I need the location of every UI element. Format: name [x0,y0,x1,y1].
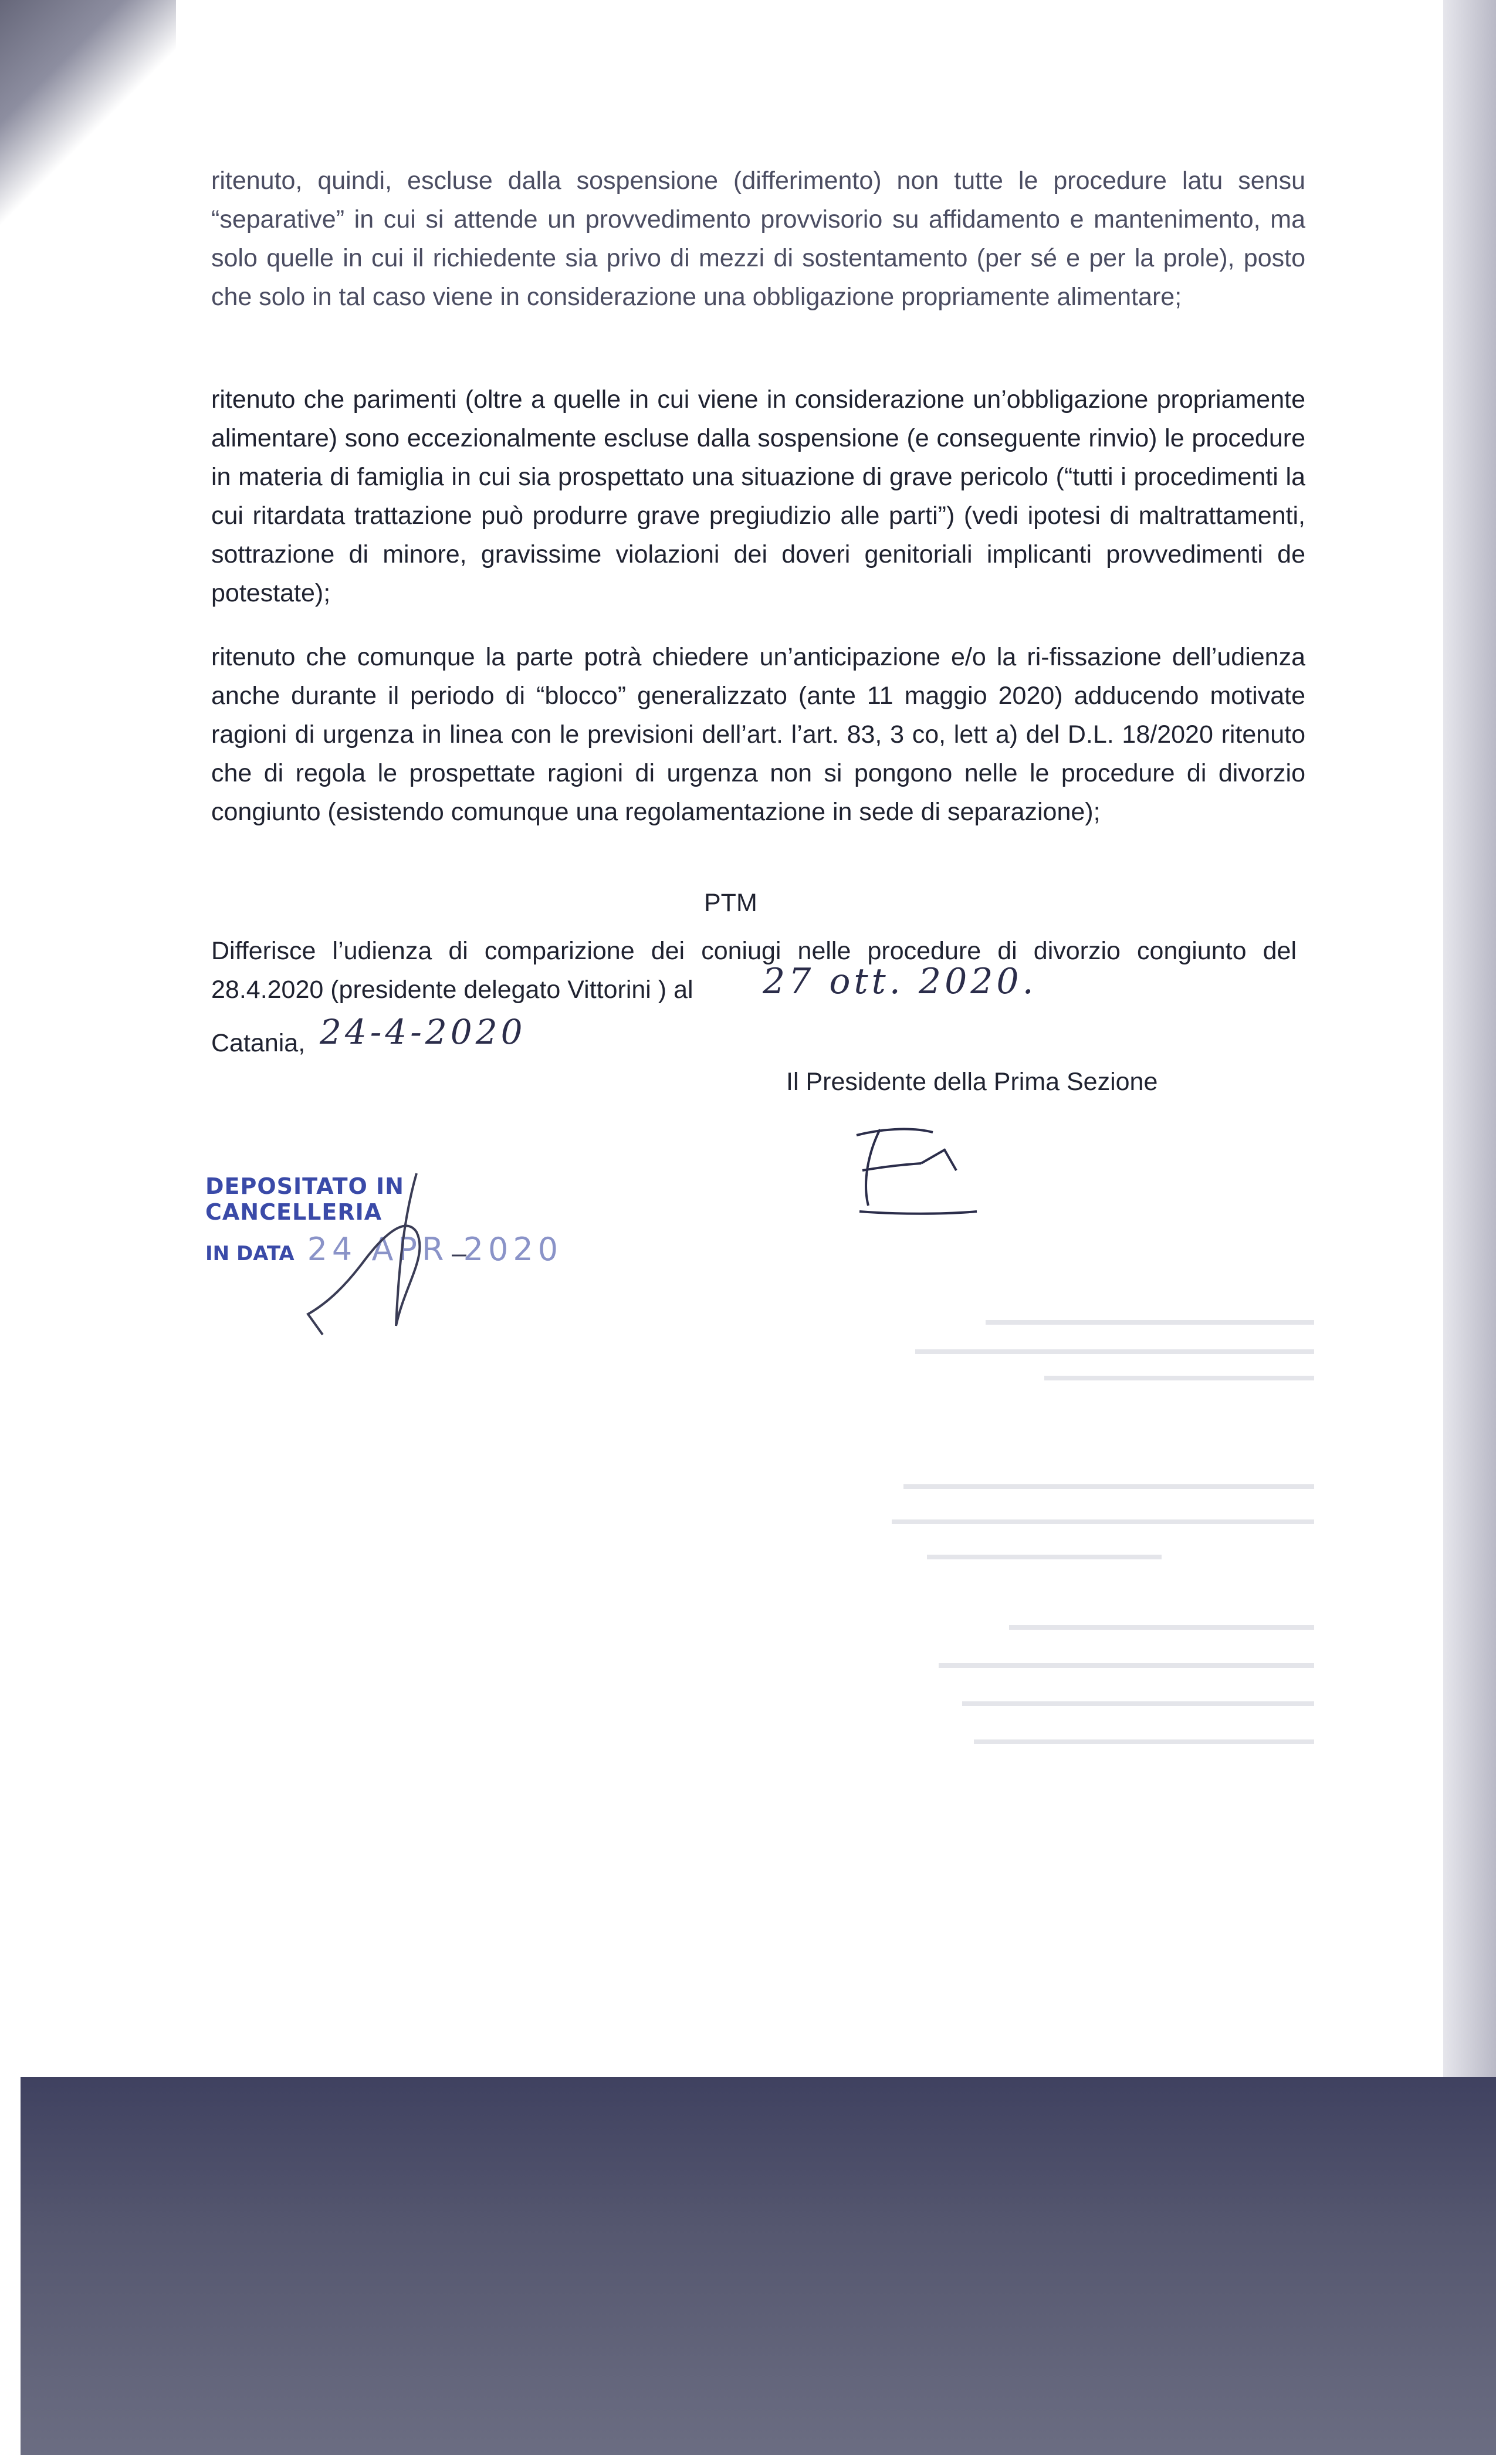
paragraph-ritenuto-quindi: ritenuto, quindi, escluse dalla sospensione (differimento) non tutte le procedure latu sensu “separative” in cui si attende un provvedimento provvisorio su affidamento e mantenimento, ma solo quelle in cui il richiedente sia privo di mezzi di sostentamento (per sé e per la prole), posto che solo in tal caso viene in considerazione una obbligazione propriamente alimentare; [211,167,1305,311]
bleed-through-lines-3 [868,1619,1338,1772]
bleed-through-marks-3 [868,1619,1338,1772]
stamp-date-label: IN DATA [205,1242,295,1265]
scan-corner-shadow [0,0,176,235]
clerk-signature [293,1167,469,1343]
handwritten-new-date: 27 ott. 2020. [763,961,1037,1002]
place-label: Catania, [211,1029,306,1057]
ptm-heading: PTM [704,889,757,917]
president-signature [845,1118,997,1235]
paragraph-ritenuto-comunque: ritenuto che comunque la parte potrà chiedere un’anticipazione e/o la ri-fissazione dell’udienza anche durante il periodo di “blocco” generalizzato (ante 11 maggio 2020) adducendo motivate ragioni di urgenza in linea con le previsioni dell’art. l’art. 83, 3 co, lett a) del D.L. 18/2020 ritenuto che di regola le prospettate ragioni di urgenza non si pongono nelle le procedure di divorzio congiunto (esistendo comunque una regolamentazione in sede di separazione); [211,643,1305,826]
bleed-through-marks-2 [868,1478,1338,1572]
paragraph-ritenuto-parimenti: ritenuto che parimenti (oltre a quelle in cui viene in considerazione un’obbligazione propriamente alimentare) sono eccezionalmente escluse dalla sospensione (e conseguente rinvio) le procedure in materia di famiglia in cui sia prospettato una situazione di grave pericolo (“tutti i procedimenti la cui ritardata trattazione può produrre grave pregiudizio alle parti”) (vedi ipotesi di maltrattamenti, sottrazione di minore, gravissime violazioni dei doveri genitoriali implicanti provvedimenti de potestate); [211,385,1305,607]
order-paragraph [211,932,1297,1009]
bleed-through-lines-2 [868,1478,1338,1572]
stamp-date: 24 APR 2020 [307,1231,563,1268]
handwritten-place-date: 24-4-2020 [320,1012,526,1052]
scan-right-edge [1443,0,1496,2089]
bleed-through-marks [868,1314,1338,1385]
scanner-bed-background [21,2077,1496,2455]
stamp-title: DEPOSITATO IN CANCELLERIA [205,1173,404,1225]
signatory-title: Il Presidente della Prima Sezione [786,1068,1158,1096]
order-text: Differisce l’udienza di comparizione dei coniugi nelle procedure di divorzio congiunto del 28.4.2020 (presidente delegato Vittorini ) al [211,937,1297,1004]
bleed-through-lines [868,1314,1338,1385]
